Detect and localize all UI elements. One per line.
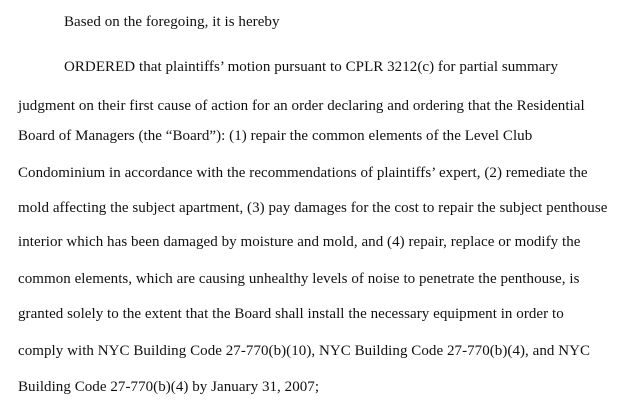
order-line: mold affecting the subject apartment, (3) pay damages for the cost to repair the subject penthouse	[18, 200, 608, 216]
order-line: Condominium in accordance with the recommendations of plaintiffs’ expert, (2) remediate the	[18, 165, 588, 181]
order-line: common elements, which are causing unhealthy levels of noise to penetrate the penthouse, is	[18, 271, 580, 287]
opening-line: Based on the foregoing, it is hereby	[64, 14, 280, 30]
order-line: ORDERED that plaintiffs’ motion pursuant to CPLR 3212(c) for partial summary	[64, 59, 559, 75]
order-line: judgment on their first cause of action for an order declaring and ordering that the Residential	[18, 98, 585, 114]
order-line: interior which has been damaged by moisture and mold, and (4) repair, replace or modify the	[18, 234, 581, 250]
order-line: granted solely to the extent that the Board shall install the necessary equipment in order to	[18, 306, 564, 322]
order-line: Building Code 27-770(b)(4) by January 31, 2007;	[18, 379, 320, 395]
order-line: Board of Managers (the “Board”): (1) repair the common elements of the Level Club	[18, 128, 533, 144]
order-line: comply with NYC Building Code 27-770(b)(10), NYC Building Code 27-770(b)(4), and NYC	[18, 343, 591, 359]
